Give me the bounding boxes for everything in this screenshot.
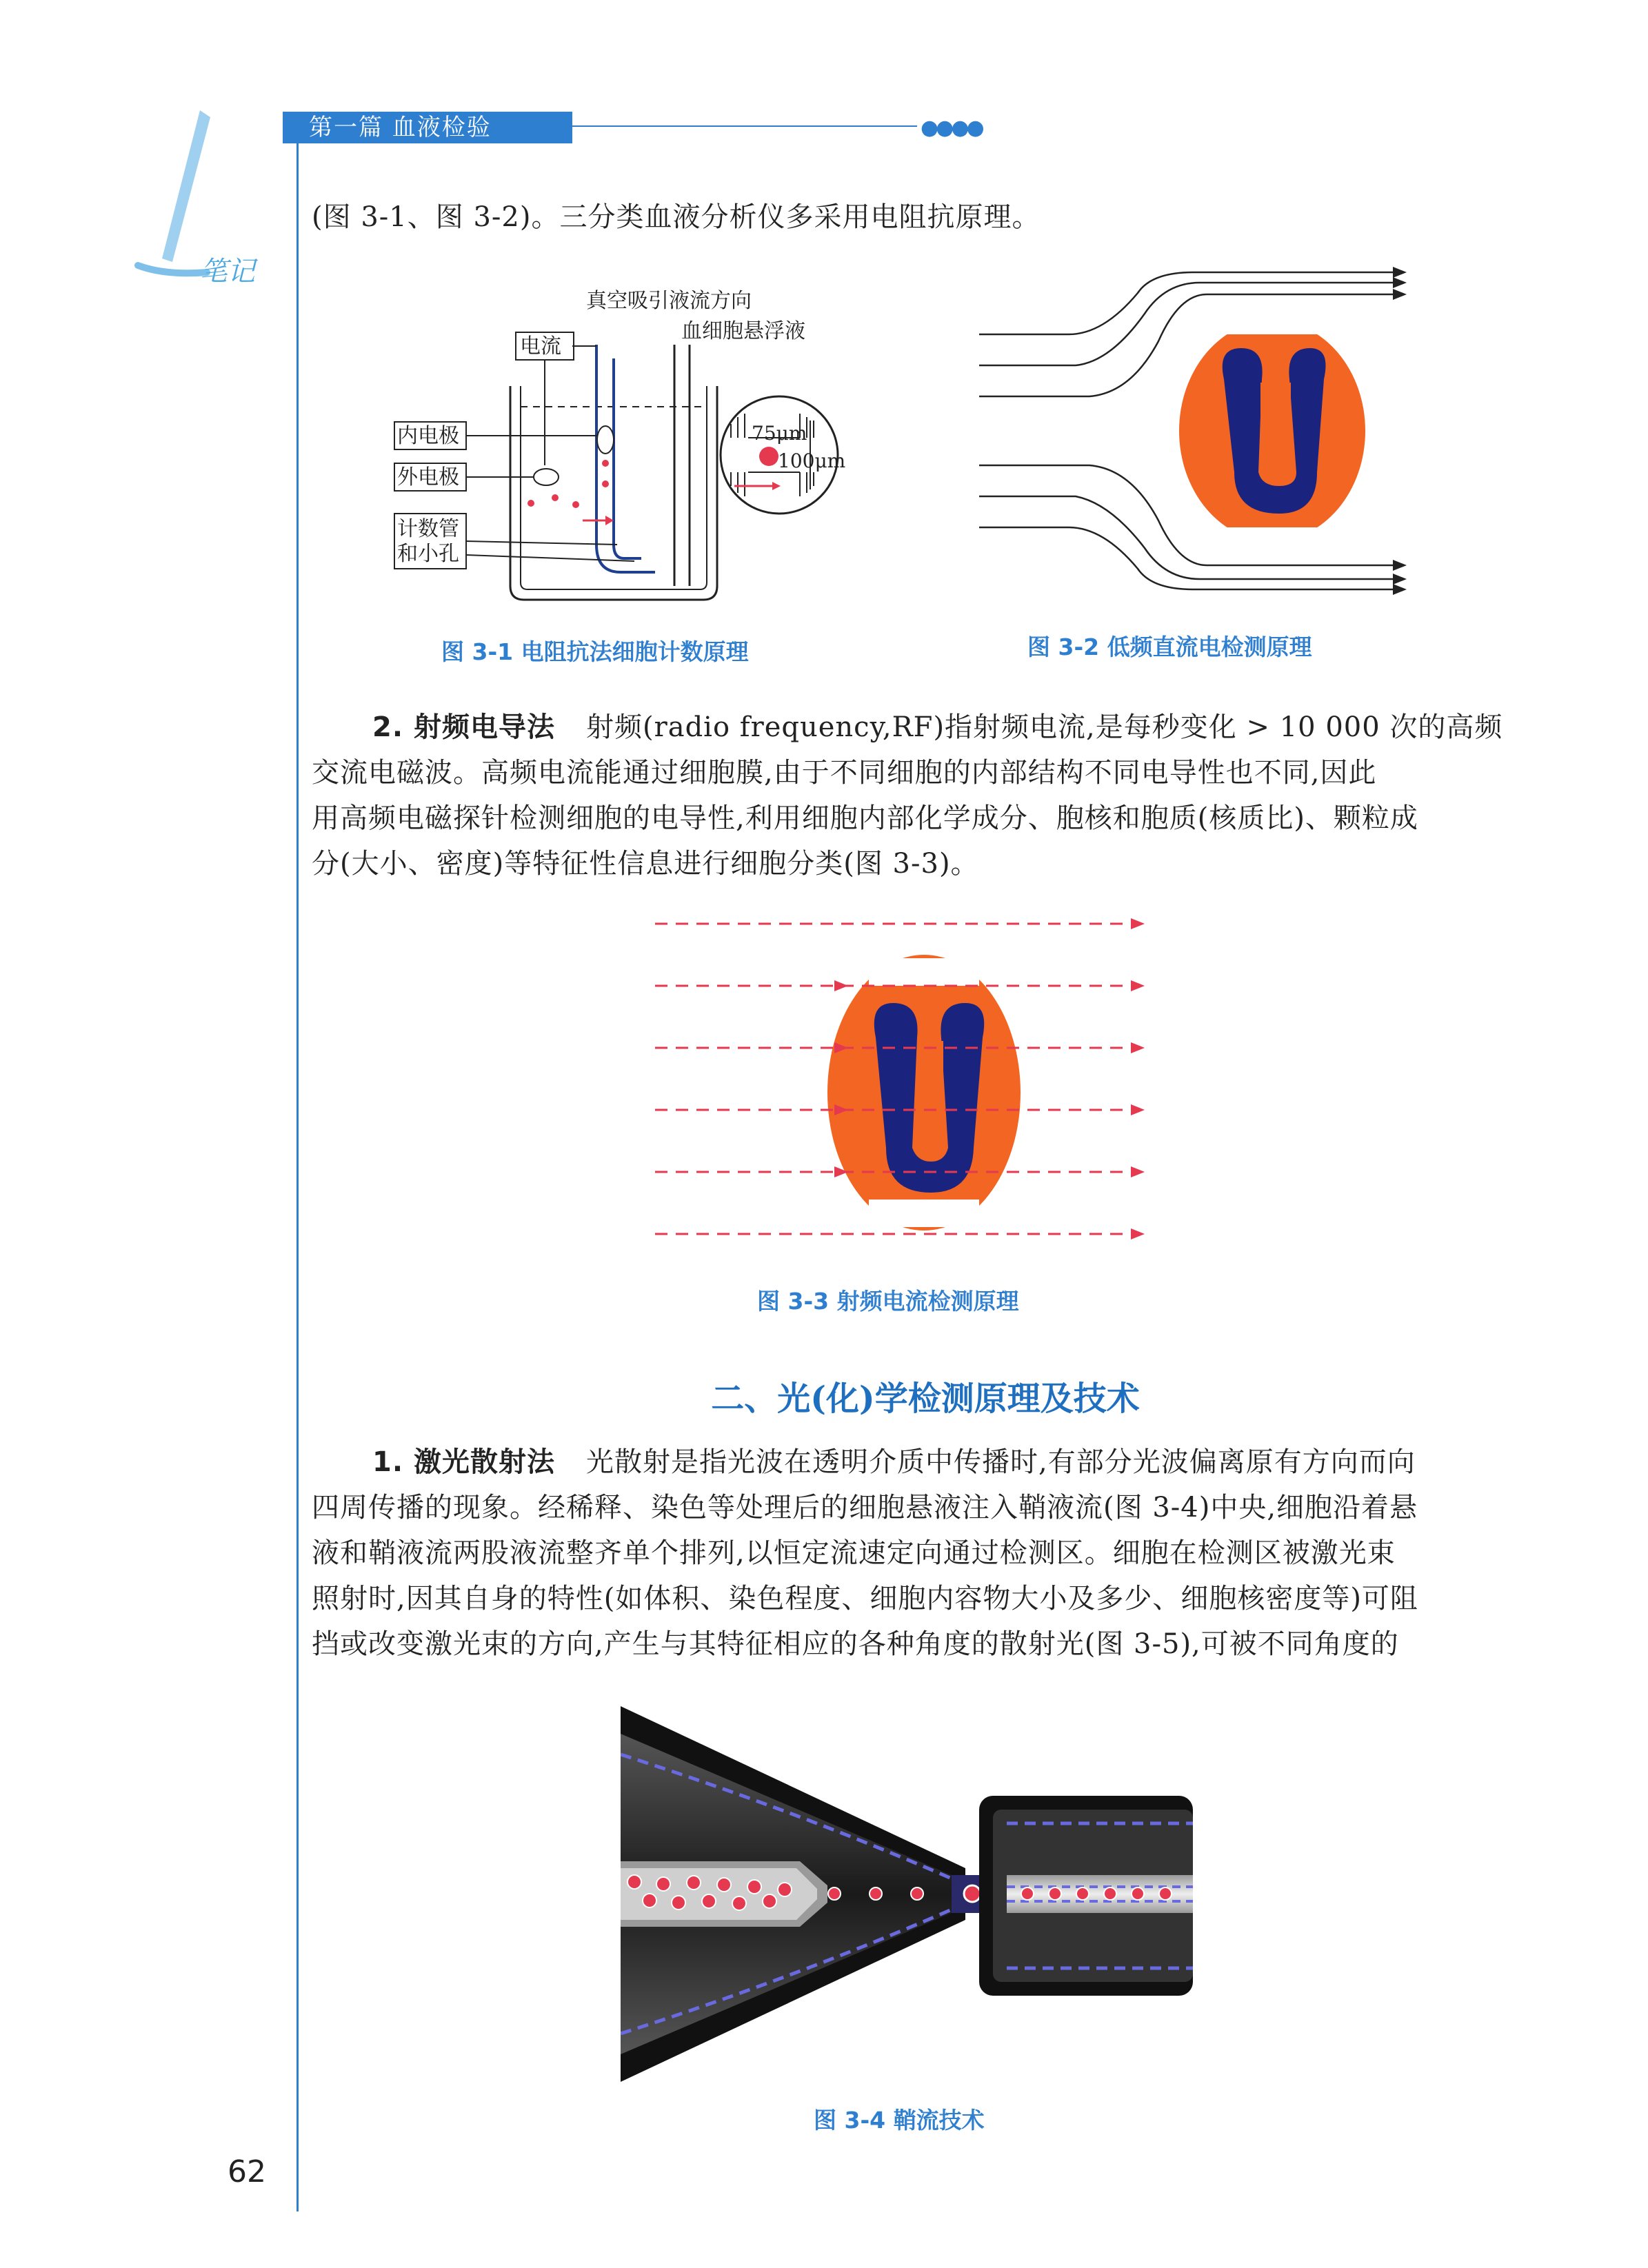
figure-3-3 <box>648 910 1158 1268</box>
margin-rule <box>297 143 299 2211</box>
fig31-label-inner: 内电极 <box>397 424 459 448</box>
laser-line-1: 光散射是指光波在透明介质中传播时,有部分光波偏离原有方向而向 <box>586 1446 1416 1478</box>
figure-3-1 <box>386 283 855 607</box>
header-rule <box>572 125 917 127</box>
fig31-label-100um: 100μm <box>778 449 846 472</box>
rf-line-4: 分(大小、密度)等特征性信息进行细胞分类(图 3-3)。 <box>312 848 979 880</box>
fig34-caption: 图 3-4 鞘流技术 <box>814 2107 985 2134</box>
intro-line: (图 3-1、图 3-2)。三分类血液分析仪多采用电阻抗原理。 <box>312 201 1041 233</box>
fig31-label-current: 电流 <box>520 334 561 358</box>
fig31-label-tube1: 计数管 <box>397 517 459 541</box>
fig31-caption: 图 3-1 电阻抗法细胞计数原理 <box>441 638 749 665</box>
part-title: 第一篇 血液检验 <box>283 112 572 143</box>
figure-3-2 <box>972 265 1420 610</box>
fig31-label-suspension: 血细胞悬浮液 <box>681 319 805 343</box>
laser-line-2: 四周传播的现象。经稀释、染色等处理后的细胞悬液注入鞘液流(图 3-4)中央,细胞沿着悬 <box>312 1492 1418 1523</box>
laser-line-4: 照射时,因其自身的特性(如体积、染色程度、细胞内容物大小及多少、细胞核密度等)可阻 <box>312 1583 1418 1614</box>
rf-line-1: 射频(radio frequency,RF)指射频电流,是每秒变化 > 10 000 次的高频 <box>586 711 1503 743</box>
header-dots: ●●●● <box>921 116 982 140</box>
page-number: 62 <box>228 2154 266 2189</box>
section-title: 二、光(化)学检测原理及技术 <box>711 1379 1140 1418</box>
rf-line-2: 交流电磁波。高频电流能通过细胞膜,由于不同细胞的内部结构不同电导性也不同,因此 <box>312 757 1377 789</box>
figure-3-4 <box>621 1706 1200 2085</box>
fig31-label-vacuum: 真空吸引液流方向 <box>586 289 752 313</box>
fig31-label-outer: 外电极 <box>397 465 459 489</box>
fig31-label-tube2: 和小孔 <box>397 542 459 566</box>
fig32-caption: 图 3-2 低频直流电检测原理 <box>1027 634 1312 660</box>
laser-line-5: 挡或改变激光束的方向,产生与其特征相应的各种角度的散射光(图 3-5),可被不同角度的 <box>312 1628 1399 1660</box>
note-label: 笔记 <box>200 256 255 287</box>
laser-line-3: 液和鞘液流两股液流整齐单个排列,以恒定流速定向通过检测区。细胞在检测区被激光束 <box>312 1537 1396 1569</box>
rf-line-3: 用高频电磁探针检测细胞的电导性,利用细胞内部化学成分、胞核和胞质(核质比)、颗粒成 <box>312 802 1418 834</box>
laser-heading: 1. 激光散射法 <box>372 1446 555 1478</box>
fig31-label-75um: 75μm <box>752 422 807 445</box>
rf-heading: 2. 射频电导法 <box>372 711 555 743</box>
fig33-caption: 图 3-3 射频电流检测原理 <box>757 1288 1019 1315</box>
